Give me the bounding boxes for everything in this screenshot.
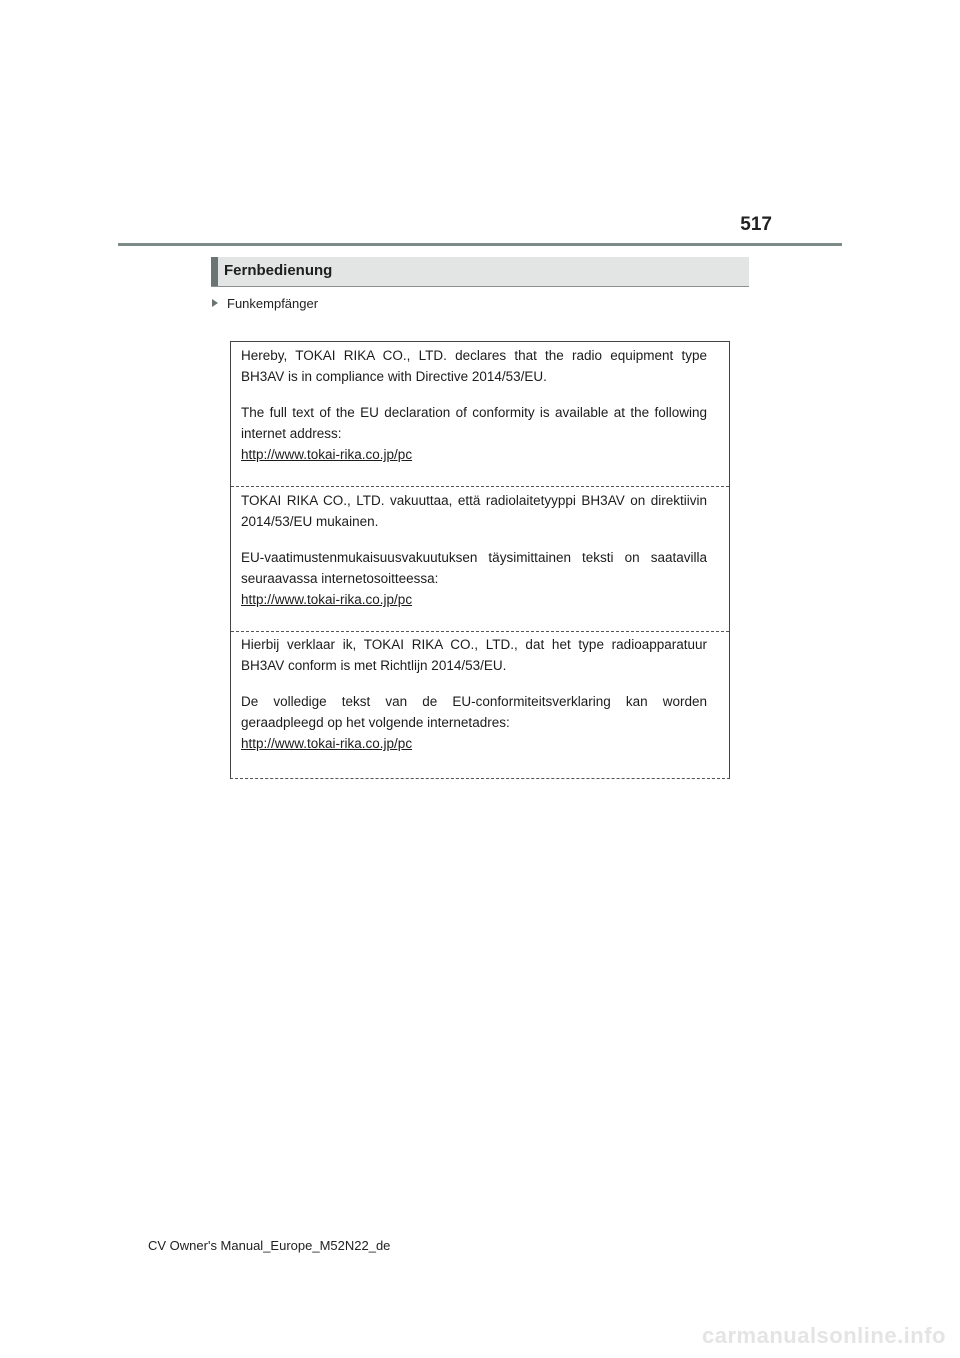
- declaration-statement: TOKAI RIKA CO., LTD. vakuuttaa, että radiolaitetyyppi BH3AV on direktiivin 2014/53/EU mukainen.: [241, 493, 707, 529]
- declaration-url-row: [241, 589, 707, 610]
- declaration-url-row: [241, 444, 707, 465]
- declaration-statement: Hereby, TOKAI RIKA CO., LTD. declares that the radio equipment type BH3AV is in compliance with Directive 2014/53/EU.: [241, 348, 707, 384]
- page-number: 517: [740, 214, 772, 235]
- triangle-right-icon: [212, 299, 218, 307]
- section-header: [211, 257, 749, 287]
- section-divider: [231, 486, 729, 487]
- declaration-availability: De volledige tekst van de EU-conformiteitsverklaring kan worden geraadpleegd op het volgende internetadres:: [241, 694, 707, 730]
- declaration-availability: The full text of the EU declaration of conformity is available at the following internet address:: [241, 405, 707, 441]
- declaration-url-link[interactable]: http://www.tokai-rika.co.jp/pc: [241, 736, 413, 751]
- section-header-bar: [211, 257, 218, 286]
- declaration-statement: Hierbij verklaar ik, TOKAI RIKA CO., LTD., dat het type radioapparatuur BH3AV conform is met Richtlijn 2014/53/EU.: [241, 637, 707, 673]
- footer-manual-title: CV Owner's Manual_Europe_M52N22_de: [148, 1238, 391, 1253]
- declaration-url-link[interactable]: http://www.tokai-rika.co.jp/pc: [241, 592, 413, 607]
- bullet-item: [212, 295, 318, 311]
- watermark-logo: carmanualsonline.info: [702, 1323, 946, 1348]
- declaration-availability: EU-vaatimustenmukaisuusvakuutuksen täysimittainen teksti on saatavilla seuraavassa internetosoitteessa:: [241, 550, 707, 586]
- declaration-url-row: [241, 733, 707, 754]
- bullet-label: Funkempfänger: [227, 295, 319, 311]
- declaration-dutch: [231, 634, 729, 754]
- declaration-url-link[interactable]: http://www.tokai-rika.co.jp/pc: [241, 447, 413, 462]
- declaration-english: [231, 345, 729, 465]
- section-title: Fernbedienung: [224, 262, 333, 279]
- declaration-finnish: [231, 490, 729, 610]
- header-rule: [118, 243, 842, 246]
- declaration-of-conformity-box: [230, 341, 730, 779]
- section-divider: [231, 631, 729, 632]
